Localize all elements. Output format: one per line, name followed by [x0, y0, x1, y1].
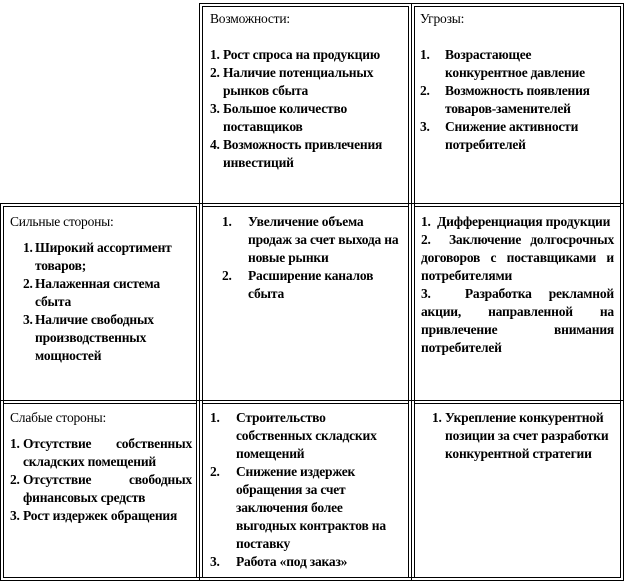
row-line-1d	[414, 206, 620, 207]
weaknesses-list	[10, 435, 192, 525]
opportunities-cell	[210, 10, 402, 172]
st-cell	[421, 213, 614, 357]
list-item: 3. Работа «под заказ»	[210, 554, 348, 569]
border-right	[623, 3, 624, 581]
weaknesses-cell	[10, 409, 192, 525]
col-line-2	[411, 3, 412, 581]
list-item: 3. Большое количество поставщиков	[210, 101, 347, 134]
strengths-title: Сильные стороны:	[10, 214, 114, 229]
list-item: 1. Укрепление конкурентной позиции за счет разработки конкурентной стратегии	[432, 410, 609, 461]
col-line-1b	[196, 206, 197, 578]
row-line-1b	[3, 206, 196, 207]
list-item: 1. Широкий ассортимент товаров;	[23, 240, 172, 273]
list-item: 3. Снижение активности потребителей	[420, 119, 579, 152]
list-item: 2. Наличие потенциальных рынков сбыта	[210, 65, 374, 98]
strengths-cell	[10, 213, 190, 365]
list-item: 1. Дифференциация продукции	[421, 214, 611, 229]
border-left	[0, 203, 1, 581]
list-item: 2. Снижение издержек обращения за счет заключения более выгодных контрактов на поставку	[210, 464, 386, 551]
opportunities-title: Возможности:	[210, 11, 290, 26]
opportunities-list	[210, 46, 402, 172]
wt-cell	[432, 409, 612, 463]
list-item: 1. Строительство собственных складских помещений	[210, 410, 377, 461]
col-line-1c	[202, 6, 203, 578]
border-right-inner	[620, 6, 621, 578]
wo-list	[210, 409, 402, 571]
list-item: 3. Рост издержек обращения	[10, 508, 178, 523]
row-line-2	[0, 400, 623, 401]
so-cell	[222, 213, 404, 303]
wo-cell	[210, 409, 402, 571]
row-line-2d	[414, 403, 620, 404]
so-list	[222, 213, 404, 303]
col-line-1	[199, 3, 200, 581]
row-line-1	[0, 203, 623, 204]
col-line-2b	[408, 6, 409, 578]
border-bottom-inner	[3, 577, 620, 578]
threats-list	[420, 46, 615, 154]
list-item: 2. Налаженная система сбыта	[23, 276, 160, 309]
border-bottom	[0, 580, 623, 581]
weaknesses-title: Слабые стороны:	[10, 410, 107, 425]
list-item: 3. Наличие свободных производственных мощностей	[23, 312, 154, 363]
row-line-2b	[3, 403, 196, 404]
wt-list	[432, 409, 612, 463]
row-line-1c	[202, 206, 408, 207]
threats-cell	[420, 10, 615, 154]
border-top-inner	[202, 6, 408, 7]
border-left-inner	[3, 206, 4, 578]
list-item: 3. Разработка рекламной акции, направленной на привлечение внимания потребителей	[421, 286, 614, 355]
list-item: 2. Заключение долгосрочных договоров с поставщиками и потребителями	[421, 232, 614, 283]
row-line-2c	[202, 403, 408, 404]
list-item: 2. Возможность появления товаров-заменителей	[420, 83, 590, 116]
list-item: 2. Отсутствие свободных финансовых средств	[10, 472, 192, 505]
list-item: 4. Возможность привлечения инвестиций	[210, 137, 383, 170]
strengths-list	[10, 239, 190, 365]
list-item: 1. Увеличение объема продаж за счет выхода на новые рынки	[222, 214, 399, 265]
list-item: 1. Возрастающее конкурентное давление	[420, 47, 585, 80]
list-item: 2. Расширение каналов сбыта	[222, 268, 374, 301]
col-line-2c	[414, 6, 415, 578]
threats-title: Угрозы:	[420, 11, 465, 26]
list-item: 1. Рост спроса на продукцию	[210, 47, 380, 62]
border-top-inner-2	[414, 6, 620, 7]
list-item: 1. Отсутствие собственных складских помещений	[10, 436, 192, 469]
